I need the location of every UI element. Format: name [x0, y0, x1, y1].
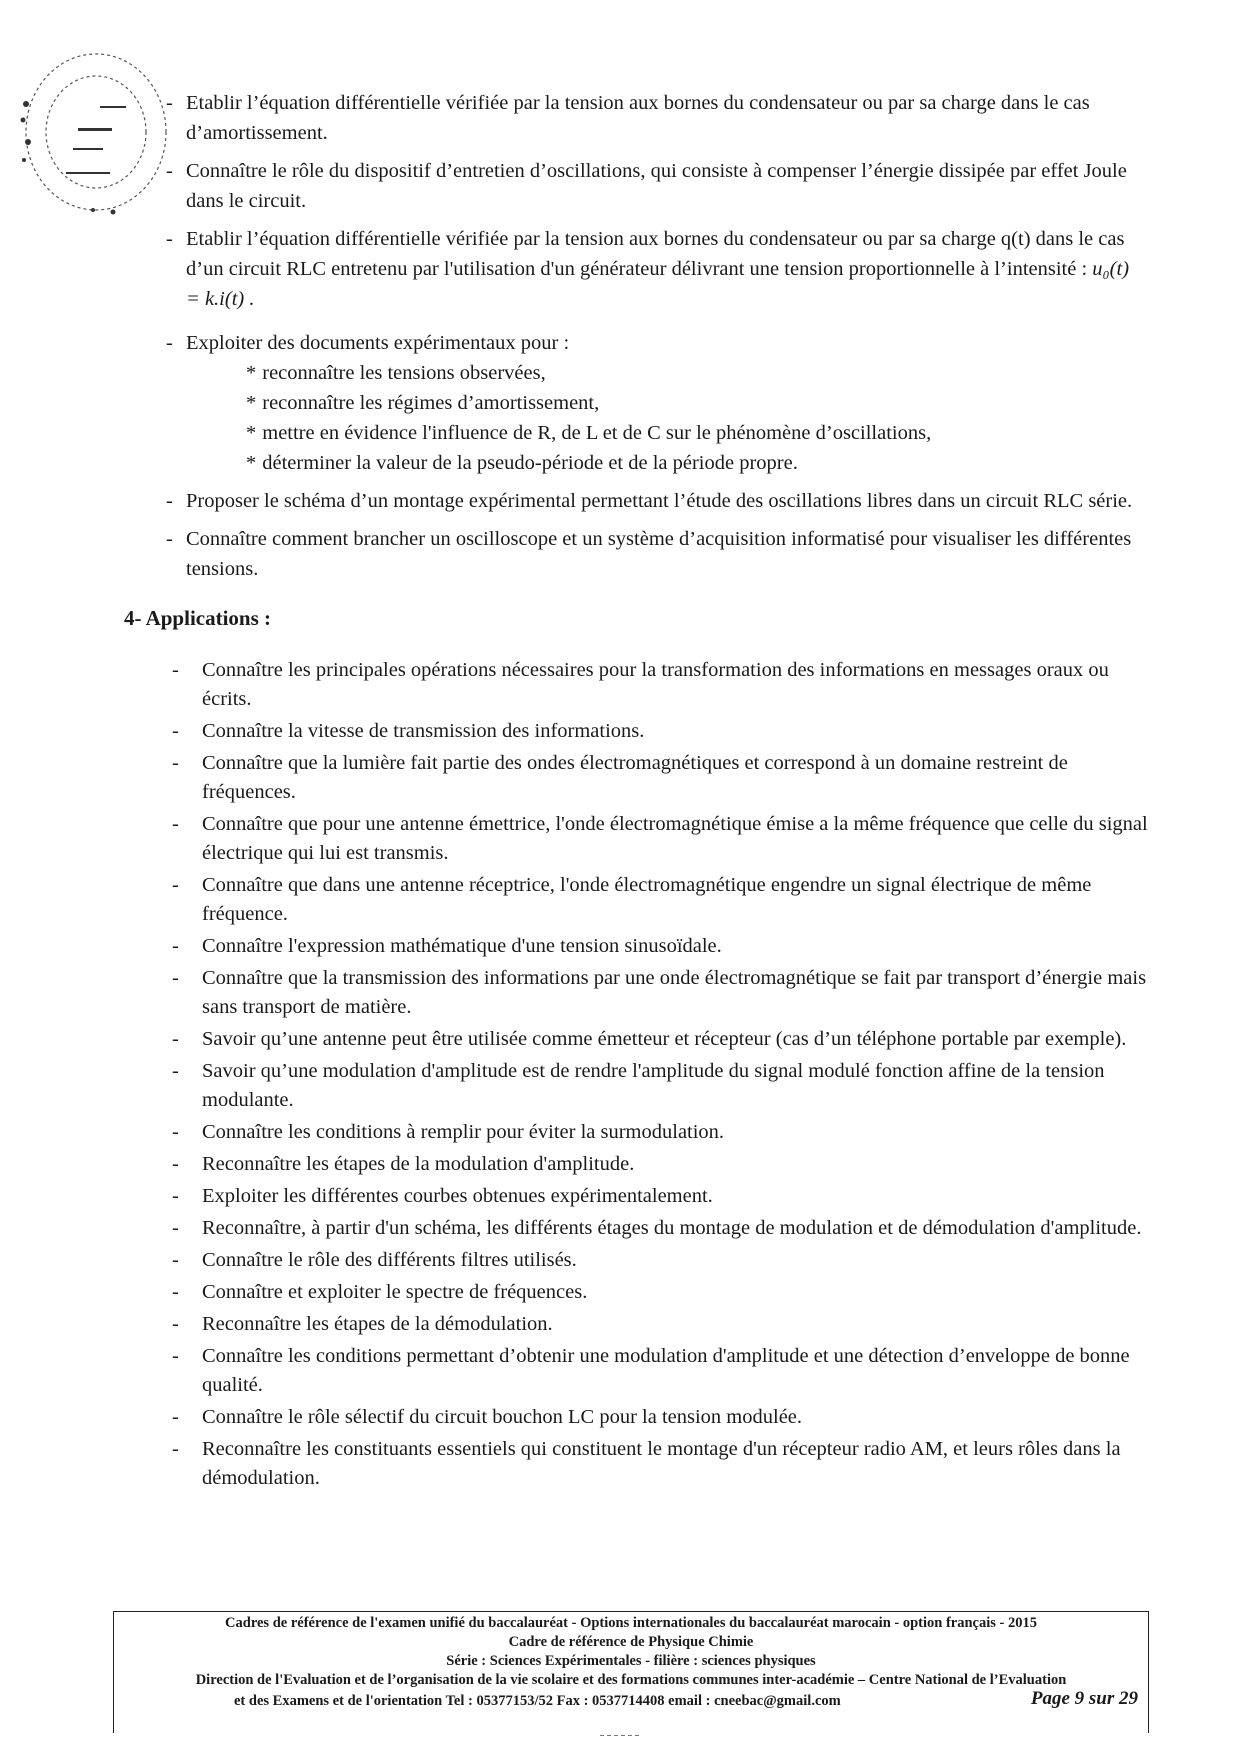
page-number: Page 9 sur 29 — [1030, 1688, 1138, 1709]
section-title: 4- Applications : — [124, 606, 272, 630]
formula: u₀(t) = k.i(t) . — [186, 258, 1130, 310]
bullet-dash: - — [172, 1217, 179, 1239]
list-item — [168, 1025, 1158, 1054]
list-item-text: Connaître le rôle du dispositif d’entretien d’oscillations, qui consiste à compenser l’énergie dissipée par effet Joule dans le circuit. — [186, 160, 1127, 212]
bullet-dash: - — [172, 813, 179, 835]
list-item-text: Proposer le schéma d’un montage expérimental permettant l’étude des oscillations libres dans un circuit RLC série. — [186, 490, 1133, 512]
bullet-dash: - — [172, 1185, 179, 1207]
list-item-text: Connaître le rôle sélectif du circuit bouchon LC pour la tension modulée. — [202, 1406, 803, 1428]
list-item — [168, 1150, 1158, 1179]
official-stamp-icon — [18, 42, 173, 217]
list-item — [168, 1182, 1158, 1211]
list-item — [168, 717, 1158, 746]
list-item-text: Exploiter des documents expérimentaux pour : — [186, 332, 570, 354]
list-item-text: Connaître que la transmission des informations par une onde électromagnétique se fait par transport d’énergie mais sans transport de matière. — [202, 967, 1147, 1018]
bullet-dash: - — [172, 1281, 179, 1303]
bullet-dash: - — [172, 1438, 179, 1460]
list-item-text: Exploiter les différentes courbes obtenues expérimentalement. — [202, 1185, 713, 1207]
list-item-text: Savoir qu’une modulation d'amplitude est de rendre l'amplitude du signal modulé fonction affine de la tension modulante. — [202, 1060, 1105, 1111]
footer-line: Série : Sciences Expérimentales - filière : sciences physiques — [446, 1653, 816, 1669]
footer-line: Direction de l'Evaluation et de l’organisation de la vie scolaire et des formations communes inter-académie – Centre National de l’Evaluation — [195, 1672, 1067, 1688]
bullet-dash: - — [172, 1249, 179, 1271]
footer-line: Cadres de référence de l'examen unifié du baccalauréat - Options internationales du baccalauréat marocain - option français - 2015 — [225, 1615, 1037, 1631]
sub-item: * reconnaître les régimes d’amortissement, — [246, 392, 600, 414]
list-item — [168, 1278, 1158, 1307]
sub-list — [186, 358, 1140, 478]
scan-mark — [600, 1734, 640, 1737]
bullet-dash: - — [166, 160, 173, 182]
sub-item: * mettre en évidence l'influence de R, de L et de C sur le phénomène d’oscillations, — [246, 422, 932, 444]
list-item-text: Reconnaître les étapes de la démodulation. — [202, 1313, 553, 1335]
list-item — [168, 1118, 1158, 1147]
bullet-dash: - — [172, 1121, 179, 1143]
list-item — [168, 1403, 1158, 1432]
bullet-dash: - — [166, 92, 173, 114]
list-item — [160, 88, 1140, 148]
list-item — [160, 486, 1140, 516]
bullet-dash: - — [172, 1060, 179, 1082]
list-item — [160, 156, 1140, 216]
list-item-text: Connaître l'expression mathématique d'une tension sinusoïdale. — [202, 935, 722, 957]
list-item-text: Connaître que la lumière fait partie des ondes électromagnétiques et correspond à un domaine restreint de fréquences. — [202, 752, 1068, 803]
bullet-dash: - — [172, 935, 179, 957]
bullet-dash: - — [172, 1028, 179, 1050]
list-item — [168, 1246, 1158, 1275]
page-footer — [113, 1611, 1149, 1733]
list-item-text: Connaître les conditions à remplir pour éviter la surmodulation. — [202, 1121, 725, 1143]
list-item-text: Reconnaître les étapes de la modulation d'amplitude. — [202, 1153, 635, 1175]
list-item-text: Connaître les conditions permettant d’obtenir une modulation d'amplitude et une détection d’enveloppe de bonne qualité. — [202, 1345, 1130, 1396]
list-item — [160, 224, 1140, 314]
list-item-text: Connaître que dans une antenne réceptrice, l'onde électromagnétique engendre un signal électrique de même fréquence. — [202, 874, 1092, 925]
list-item — [160, 524, 1140, 584]
footer-contact: et des Examens et de l'orientation Tel : 05377153/52 Fax : 0537714408 email : cneebac@gmail.com — [234, 1693, 841, 1709]
list-item-text: Connaître comment brancher un oscilloscope et un système d’acquisition informatisé pour visualiser les différentes tensions. — [186, 528, 1132, 580]
list-item — [160, 328, 1140, 478]
list-item — [168, 871, 1158, 929]
list-item-text: Etablir l’équation différentielle vérifiée par la tension aux bornes du condensateur ou par sa charge q(t) dans le cas d’un circuit RLC entretenu par l'utilisation d'un générateur délivrant une tension proportionnelle à l’intensité : — [186, 228, 1125, 280]
sub-item: * déterminer la valeur de la pseudo-période et de la période propre. — [246, 452, 798, 474]
list-item-text: Connaître le rôle des différents filtres utilisés. — [202, 1249, 577, 1271]
bullet-dash: - — [172, 752, 179, 774]
list-item — [168, 656, 1158, 714]
applications-list — [168, 656, 1158, 1496]
list-item — [168, 964, 1158, 1022]
list-item-text: Connaître que pour une antenne émettrice, l'onde électromagnétique émise a la même fréquence que celle du signal électrique qui lui est transmis. — [202, 813, 1148, 864]
bullet-dash: - — [172, 1406, 179, 1428]
intro-list — [160, 88, 1140, 592]
list-item-text: Etablir l’équation différentielle vérifiée par la tension aux bornes du condensateur ou par sa charge dans le cas d’amortissement. — [186, 92, 1090, 144]
bullet-dash: - — [172, 659, 179, 681]
list-item — [168, 1342, 1158, 1400]
list-item-text: Savoir qu’une antenne peut être utilisée comme émetteur et récepteur (cas d’un téléphone portable par exemple). — [202, 1028, 1127, 1050]
list-item — [168, 1214, 1158, 1243]
sub-item: * reconnaître les tensions observées, — [246, 362, 546, 384]
list-item — [168, 749, 1158, 807]
list-item-text: Reconnaître les constituants essentiels qui constituent le montage d'un récepteur radio AM, et leurs rôles dans la démodulation. — [202, 1438, 1121, 1489]
bullet-dash: - — [172, 1313, 179, 1335]
footer-contact-row — [114, 1690, 1148, 1712]
bullet-dash: - — [166, 490, 173, 512]
bullet-dash: - — [172, 874, 179, 896]
bullet-dash: - — [172, 1153, 179, 1175]
list-item — [168, 932, 1158, 961]
bullet-dash: - — [172, 967, 179, 989]
bullet-dash: - — [172, 720, 179, 742]
list-item-text: Connaître et exploiter le spectre de fréquences. — [202, 1281, 588, 1303]
bullet-dash: - — [166, 332, 173, 354]
list-item-text: Connaître les principales opérations nécessaires pour la transformation des informations en messages oraux ou écrits. — [202, 659, 1109, 710]
bullet-dash: - — [172, 1345, 179, 1367]
list-item — [168, 1057, 1158, 1115]
bullet-dash: - — [166, 528, 173, 550]
bullet-dash: - — [166, 228, 173, 250]
list-item-text: Reconnaître, à partir d'un schéma, les différents étages du montage de modulation et de démodulation d'amplitude. — [202, 1217, 1142, 1239]
list-item — [168, 1435, 1158, 1493]
list-item — [168, 810, 1158, 868]
list-item-text: Connaître la vitesse de transmission des informations. — [202, 720, 645, 742]
footer-line: Cadre de référence de Physique Chimie — [508, 1634, 754, 1650]
list-item — [168, 1310, 1158, 1339]
